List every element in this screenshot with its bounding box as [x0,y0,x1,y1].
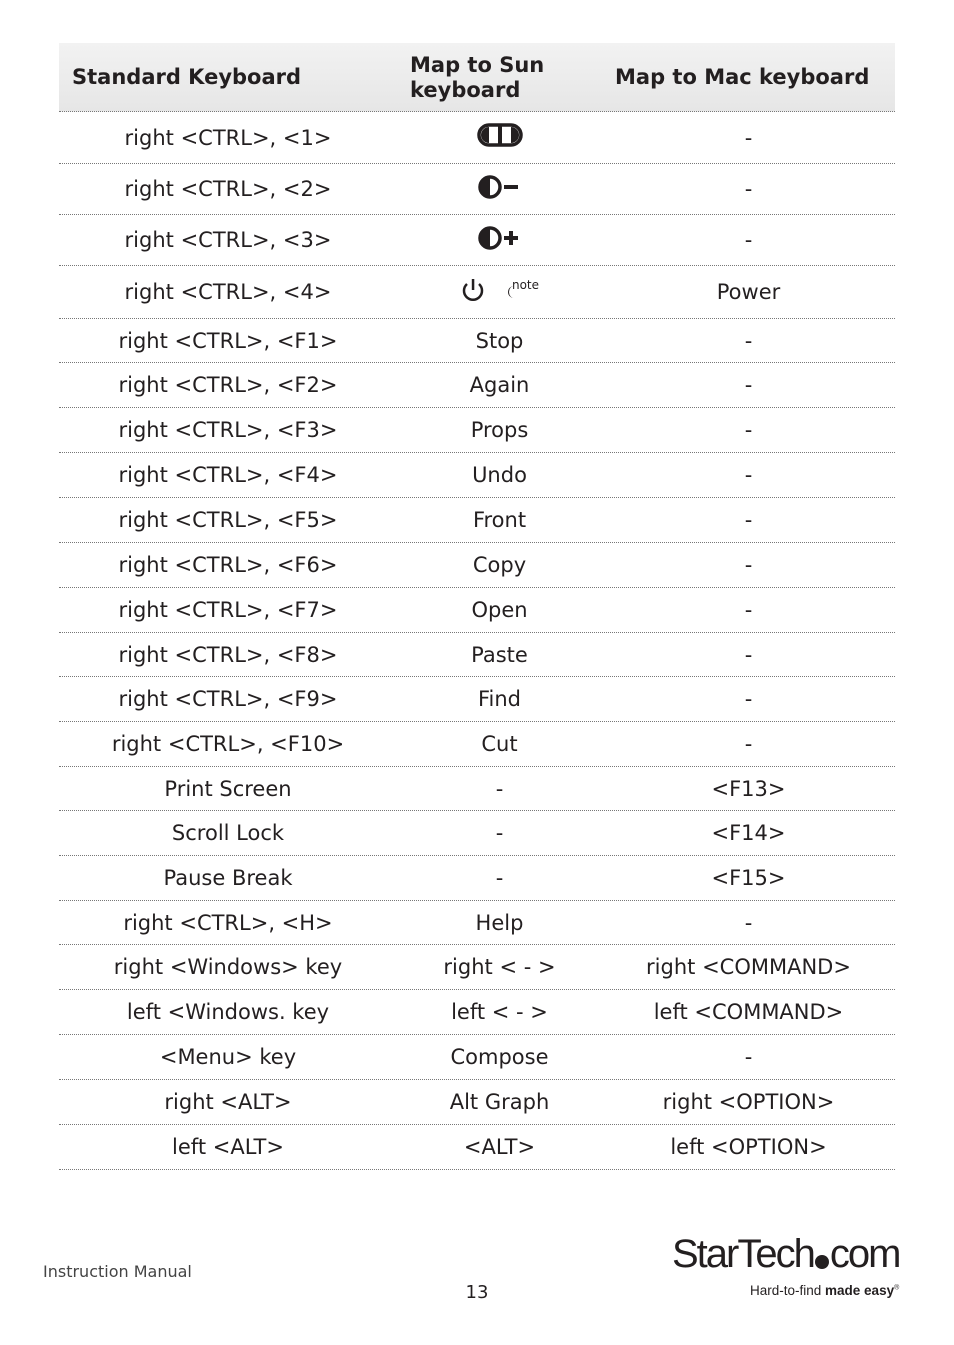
logo-word-left: StarTech [672,1232,814,1276]
table-row [59,498,895,543]
header-map-to-mac: Map to Mac keyboard [615,65,870,89]
footer-doc-title: Instruction Manual [43,1262,192,1281]
logo-tagline [750,1283,899,1298]
cell-standard-key: right <CTRL>, <H> [123,910,333,935]
table-row [59,363,895,408]
cell-mac-key: <F13> [711,776,786,801]
cell-standard-key: right <CTRL>, <3> [124,228,332,252]
cell-sun-key: Front [472,508,527,532]
cell-sun-key: right < - > [443,955,556,979]
volume-up-icon [478,226,522,255]
cell-standard-key: right <CTRL>, <F1> [118,328,338,353]
cell-mac-key: - [744,328,753,353]
cell-standard-key: right <Windows> key [113,955,343,979]
cell-sun-key: Again [469,373,530,397]
table-row [59,1125,895,1170]
table-row [59,1035,895,1080]
cell-mac-key: - [744,732,753,756]
cell-sun-key: Paste [471,642,528,667]
cell-mac-key: - [744,125,753,150]
cell-mac-key: - [744,463,753,487]
cell-standard-key: right <CTRL>, <F5> [118,508,338,532]
table-row [59,164,895,215]
table-row [59,266,895,319]
cell-mac-key: - [744,418,753,442]
table-row [59,588,895,633]
cell-standard-key: right <CTRL>, <F6> [118,553,338,577]
cell-mac-key: - [744,642,753,667]
cell-sun-key [397,215,602,265]
cell-standard-key: <Menu> key [159,1045,297,1069]
table-body [59,112,895,1170]
cell-mac-key: right <COMMAND> [646,955,851,979]
cell-sun-key [397,266,602,318]
cell-sun-key: Find [477,687,522,711]
cell-standard-key: right <CTRL>, <1> [124,125,332,150]
cell-mac-key: - [744,910,753,935]
cell-sun-key: Cut [481,732,518,756]
cell-sun-key: - [495,866,504,890]
table-row [59,408,895,453]
logo-wordmark [672,1232,899,1277]
sleep-note-label: note [511,278,540,292]
cell-sun-key: Copy [472,553,527,577]
cell-mac-key: - [744,373,753,397]
cell-mac-key: - [744,598,753,622]
cell-sun-key [397,164,602,214]
cell-mac-key: - [744,1045,753,1069]
logo-dot-icon [815,1255,829,1269]
cell-standard-key: right <CTRL>, <F3> [118,418,338,442]
table-row [59,112,895,164]
cell-standard-key: left <Windows. key [126,1000,330,1024]
table-row [59,990,895,1035]
logo-word-right: com [829,1232,900,1276]
cell-mac-key: - [744,553,753,577]
table-row [59,543,895,588]
table-row [59,945,895,990]
cell-sun-key: - [495,776,504,801]
cell-standard-key: Print Screen [164,776,292,801]
table-row [59,811,895,856]
cell-standard-key: right <CTRL>, <F2> [118,373,338,397]
cell-standard-key: right <CTRL>, <F8> [118,642,338,667]
cell-standard-key: right <CTRL>, <F4> [118,463,338,487]
cell-standard-key: right <CTRL>, <F7> [118,598,338,622]
table-row [59,1080,895,1125]
cell-standard-key: right <CTRL>, <2> [124,177,332,201]
key-mapping-table [59,43,895,1170]
cell-standard-key: right <CTRL>, <F10> [111,732,345,756]
cell-standard-key: right <CTRL>, <4> [124,280,332,304]
table-row [59,856,895,901]
cell-standard-key: Scroll Lock [171,821,285,845]
cell-mac-key: left <OPTION> [670,1135,827,1159]
cell-sun-key: Props [470,418,529,442]
cell-sun-key: <ALT> [463,1135,536,1159]
cell-sun-key: Alt Graph [449,1090,550,1114]
table-row [59,215,895,266]
cell-mac-key: - [744,508,753,532]
cell-mac-key: <F14> [711,821,786,845]
cell-standard-key: right <CTRL>, <F9> [118,687,338,711]
cell-sun-key [397,112,602,163]
cell-standard-key: left <ALT> [172,1135,284,1159]
cell-sun-key: Open [471,598,528,622]
cell-mac-key: left <COMMAND> [653,1000,844,1024]
cell-mac-key: - [744,687,753,711]
tagline-bold: made easy [825,1283,895,1298]
cell-mac-key: - [744,228,753,252]
cell-standard-key: right <ALT> [164,1090,292,1114]
table-row [59,319,895,363]
cell-sun-key: Compose [450,1045,549,1069]
table-row [59,633,895,677]
mute-speaker-icon [477,123,523,152]
startech-logo [672,1232,912,1302]
cell-mac-key: <F15> [711,866,786,890]
table-row [59,677,895,722]
volume-down-icon [478,175,522,204]
tagline-registered-mark: ® [894,1284,900,1292]
header-map-to-sun: Map to Sun keyboard [410,53,545,102]
table-row [59,767,895,811]
cell-sun-key: Undo [472,463,527,487]
cell-mac-key: Power [716,280,781,304]
cell-mac-key: right <OPTION> [662,1090,835,1114]
table-row [59,901,895,945]
header-standard-keyboard: Standard Keyboard [72,65,302,89]
table-header [59,43,895,112]
table-row [59,453,895,498]
cell-sun-key: Stop [475,328,524,353]
table-row [59,722,895,767]
cell-sun-key: left < - > [451,1000,548,1024]
cell-sun-key: - [495,821,504,845]
page-number: 13 [465,1282,489,1303]
tagline-light: Hard-to-find [750,1283,826,1298]
cell-mac-key: - [744,177,753,201]
cell-standard-key: Pause Break [163,866,293,890]
cell-sun-key: Help [475,910,524,935]
